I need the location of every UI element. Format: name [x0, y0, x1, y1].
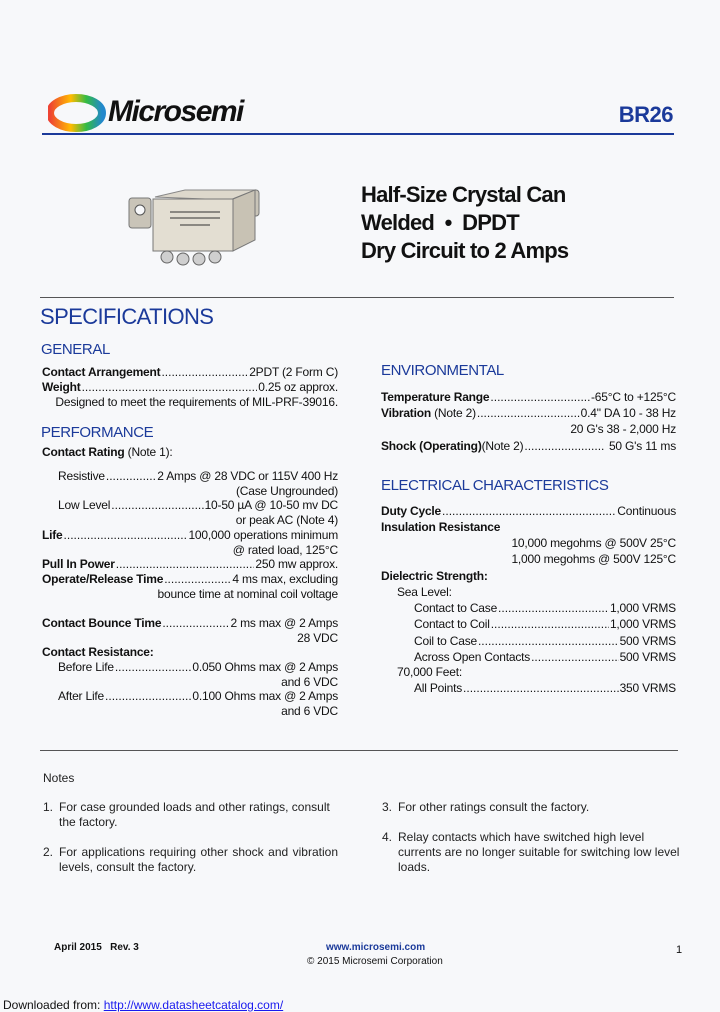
performance-heading: PERFORMANCE: [41, 424, 154, 441]
dot-leader: [106, 469, 156, 484]
dot-leader: [490, 390, 590, 405]
product-title-line: Half-Size Crystal Can: [361, 182, 566, 207]
dot-leader: [116, 557, 255, 572]
spec-label: Coil to Case: [414, 634, 477, 648]
spec-label: Insulation Resistance: [381, 520, 501, 534]
note-item: [43, 845, 338, 875]
spec-row: [414, 601, 676, 616]
environmental-heading: ENVIRONMENTAL: [381, 362, 504, 379]
dot-leader: [82, 380, 258, 395]
spec-value-continued: 1,000 megohms @ 500V 125°C: [511, 552, 676, 566]
spec-row: [42, 380, 338, 395]
spec-label: 70,000 Feet:: [397, 665, 462, 679]
spec-value-continued: 28 VDC: [297, 631, 338, 645]
spec-subheading: [397, 665, 462, 680]
spec-label: Contact Rating: [42, 445, 125, 459]
dot-leader: [477, 406, 580, 421]
divider: [40, 750, 678, 751]
spec-label: Contact Bounce Time: [42, 616, 162, 630]
specifications-heading: SPECIFICATIONS: [40, 304, 214, 329]
spec-value-continued: and 6 VDC: [281, 704, 338, 718]
dot-leader: [498, 601, 609, 616]
spec-value-continued: 20 G's 38 - 2,000 Hz: [570, 422, 676, 436]
spec-value-continued: or peak AC (Note 4): [235, 513, 338, 527]
spec-subheading: [397, 585, 452, 600]
spec-value: 500 VRMS: [619, 650, 676, 664]
spec-value: 100,000 operations minimum: [188, 528, 338, 542]
note-text: For other ratings consult the factory.: [398, 800, 590, 814]
spec-row: [42, 572, 338, 587]
spec-label: Duty Cycle: [381, 504, 442, 518]
spec-value: 1,000 VRMS: [609, 601, 676, 615]
page-number: 1: [676, 944, 683, 956]
spec-value-continued: and 6 VDC: [281, 675, 338, 689]
spec-value: 4 ms max, excluding: [232, 572, 338, 586]
note-item: [43, 800, 338, 830]
relay-product-image: [125, 185, 265, 270]
dot-leader: [111, 498, 203, 513]
spec-value-continued: (Case Ungrounded): [236, 484, 338, 498]
spec-note: (Note 1):: [124, 445, 173, 459]
note-number: 3.: [382, 800, 393, 814]
spec-row: [381, 504, 676, 519]
note-text: For applications requiring other shock and vibration levels, consult the factory.: [59, 845, 338, 874]
spec-subheading: [42, 445, 173, 460]
download-source: [3, 998, 283, 1012]
spec-label: Before Life: [58, 660, 114, 674]
spec-value: 2 Amps @ 28 VDC or 115V 400 Hz: [157, 469, 338, 483]
note-item: [382, 830, 682, 875]
spec-row: [381, 406, 676, 421]
spec-label: Vibration: [381, 406, 431, 420]
spec-row: [414, 634, 676, 649]
spec-value: Continuous: [617, 504, 676, 518]
dot-leader: [115, 660, 192, 675]
dot-leader: [105, 689, 191, 704]
spec-value: 0.050 Ohms max @ 2 Amps: [192, 660, 338, 674]
spec-note: (Note 2): [431, 406, 476, 420]
spec-label: All Points: [414, 681, 463, 695]
spec-value: -65°C to +125°C: [591, 390, 676, 404]
spec-label: Operate/Release Time: [42, 572, 164, 586]
electrical-heading: ELECTRICAL CHARACTERISTICS: [381, 477, 609, 494]
spec-row: [381, 390, 676, 405]
note-item: [382, 800, 682, 815]
spec-row: [42, 616, 338, 631]
spec-value-continued: @ rated load, 125°C: [232, 543, 338, 557]
note-text: For case grounded loads and other ratings, consult the factory.: [59, 800, 330, 829]
spec-label: Low Level: [58, 498, 111, 512]
spec-value: 50 G's 11 ms: [605, 439, 676, 453]
spec-label: Contact to Case: [414, 601, 498, 615]
note-text: Relay contacts which have switched high level currents are no longer suitable for switching low level loads.: [398, 830, 680, 874]
footer-copyright: © 2015 Microsemi Corporation: [307, 956, 443, 967]
spec-value: 2 ms max @ 2 Amps: [230, 616, 338, 630]
download-label: Downloaded from:: [3, 998, 101, 1012]
download-link[interactable]: http://www.datasheetcatalog.com/: [103, 998, 284, 1012]
spec-label: Resistive: [58, 469, 105, 483]
footer-website-link[interactable]: www.microsemi.com: [326, 942, 426, 953]
spec-label: Life: [42, 528, 63, 542]
spec-label: Contact to Coil: [414, 617, 490, 631]
product-title: [361, 181, 568, 265]
spec-row: [58, 469, 338, 484]
spec-subheading: [381, 520, 500, 535]
brand-name: Microsemi: [108, 95, 243, 128]
spec-row: [381, 439, 676, 454]
spec-label: Weight: [42, 380, 81, 394]
spec-value: 0.100 Ohms max @ 2 Amps: [192, 689, 338, 703]
spec-subheading: [381, 569, 488, 584]
product-title-line: Welded • DPDT: [361, 210, 519, 235]
dot-leader: [64, 528, 188, 543]
header-rule: [42, 133, 674, 135]
microsemi-logo: [48, 93, 268, 133]
note-number: 2.: [43, 845, 54, 859]
spec-value: 500 VRMS: [619, 634, 676, 648]
dot-leader: [463, 681, 619, 696]
dot-leader: [531, 650, 619, 665]
dot-leader: [478, 634, 619, 649]
dot-leader: [162, 616, 229, 631]
part-number: BR26: [618, 102, 673, 127]
spec-value-continued: Designed to meet the requirements of MIL-PRF-39016.: [55, 395, 338, 409]
spec-value: 0.25 oz approx.: [258, 380, 338, 394]
dot-leader: [491, 617, 609, 632]
spec-subheading: [42, 645, 154, 660]
spec-label: Across Open Contacts: [414, 650, 531, 664]
spec-value: 1,000 VRMS: [609, 617, 676, 631]
spec-value: 250 mw approx.: [255, 557, 338, 571]
spec-row: [58, 660, 338, 675]
spec-row: [414, 617, 676, 632]
dot-leader: [442, 504, 616, 519]
spec-row: [58, 689, 338, 704]
note-number: 1.: [43, 800, 54, 814]
dot-leader: [161, 365, 248, 380]
spec-value: 10-50 µA @ 10-50 mv DC: [204, 498, 338, 512]
spec-value-continued: 10,000 megohms @ 500V 25°C: [511, 536, 676, 550]
spec-row: [42, 365, 338, 380]
dot-leader: [164, 572, 231, 587]
spec-label: Temperature Range: [381, 390, 490, 404]
general-heading: GENERAL: [41, 341, 110, 358]
spec-row: [42, 528, 338, 543]
spec-label: Sea Level:: [397, 585, 452, 599]
notes-heading: Notes: [43, 771, 75, 785]
spec-value: 350 VRMS: [619, 681, 676, 695]
footer-date-revision: April 2015 Rev. 3: [54, 942, 139, 953]
spec-label: Contact Arrangement: [42, 365, 161, 379]
spec-label: Contact Resistance:: [42, 645, 154, 659]
spec-row: [414, 681, 676, 696]
spec-value: 0.4" DA 10 - 38 Hz: [580, 406, 676, 420]
spec-note: (Note 2): [481, 439, 524, 453]
spec-label: Dielectric Strength:: [381, 569, 488, 583]
spec-row: [58, 498, 338, 513]
spec-value-continued: bounce time at nominal coil voltage: [157, 587, 338, 601]
spec-row: [42, 557, 338, 572]
divider: [40, 297, 674, 298]
spec-label: After Life: [58, 689, 105, 703]
spec-label: Pull In Power: [42, 557, 115, 571]
spec-label: Shock (Operating): [381, 439, 482, 453]
spec-row: [414, 650, 676, 665]
product-title-line: Dry Circuit to 2 Amps: [361, 238, 569, 263]
spec-value: 2PDT (2 Form C): [249, 365, 338, 379]
logo-swirl-icon: [48, 93, 108, 133]
note-number: 4.: [382, 830, 393, 844]
dot-leader: [524, 439, 604, 454]
